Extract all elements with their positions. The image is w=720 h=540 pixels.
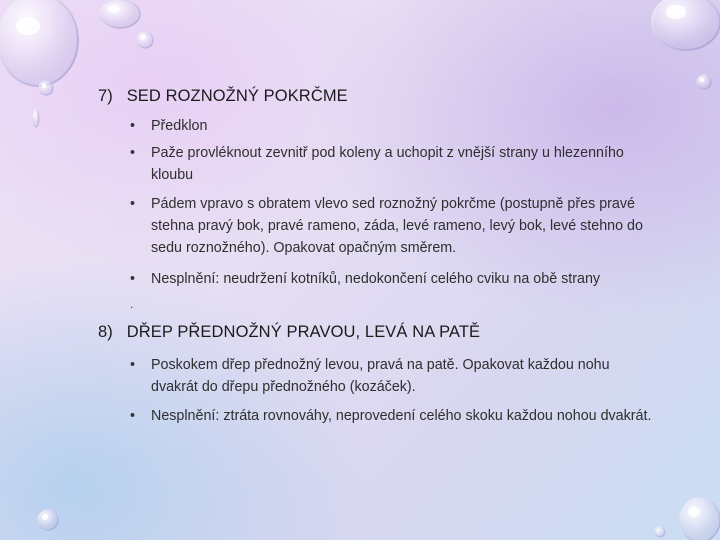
section-7-bullet-4	[130, 268, 660, 290]
bullet-text: Paže provléknout zevnitř pod koleny a uchopit z vnější strany u hlezenního kloubu	[151, 145, 624, 183]
section-8-bullet-2	[130, 405, 660, 427]
section-7-heading	[98, 87, 348, 106]
bullet-icon: •	[130, 118, 136, 134]
section-7-number: 7)	[98, 87, 113, 105]
trailing-period: .	[130, 297, 134, 311]
section-8-number: 8)	[98, 323, 113, 341]
section-8-title: DŘEP PŘEDNOŽNÝ PRAVOU, LEVÁ NA PATĚ	[126, 323, 481, 341]
bullet-text: Pádem vpravo s obratem vlevo sed roznožný pokrčme (postupně přes pravé stehna pravý bok, pravé rameno, záda, levé rameno, levý bok, levé stehno do sedu roznožného). Opakovat opačným směrem.	[151, 196, 643, 256]
bullet-text: Poskokem dřep přednožný levou, pravá na patě. Opakovat každou nohu dvakrát do dřepu přednožného (kozáček).	[151, 357, 610, 395]
bullet-icon: •	[130, 196, 136, 212]
section-7-bullet-1	[130, 115, 660, 137]
section-7-bullet-3	[130, 193, 660, 259]
bullet-icon: •	[130, 271, 136, 287]
section-7-title: SED ROZNOŽNÝ POKRČME	[126, 87, 348, 105]
section-7-bullet-2	[130, 142, 660, 186]
section-8-heading	[98, 323, 480, 342]
bullet-text: Nesplnění: ztráta rovnováhy, neprovedení celého skoku každou nohou dvakrát.	[151, 408, 652, 424]
bullet-icon: •	[130, 357, 136, 373]
section-8-bullet-1	[130, 354, 660, 398]
bullet-text: Předklon	[151, 118, 208, 134]
bullet-text: Nesplnění: neudržení kotníků, nedokončení celého cviku na obě strany	[151, 271, 601, 287]
bullet-icon: •	[130, 408, 136, 424]
bullet-icon: •	[130, 145, 136, 161]
